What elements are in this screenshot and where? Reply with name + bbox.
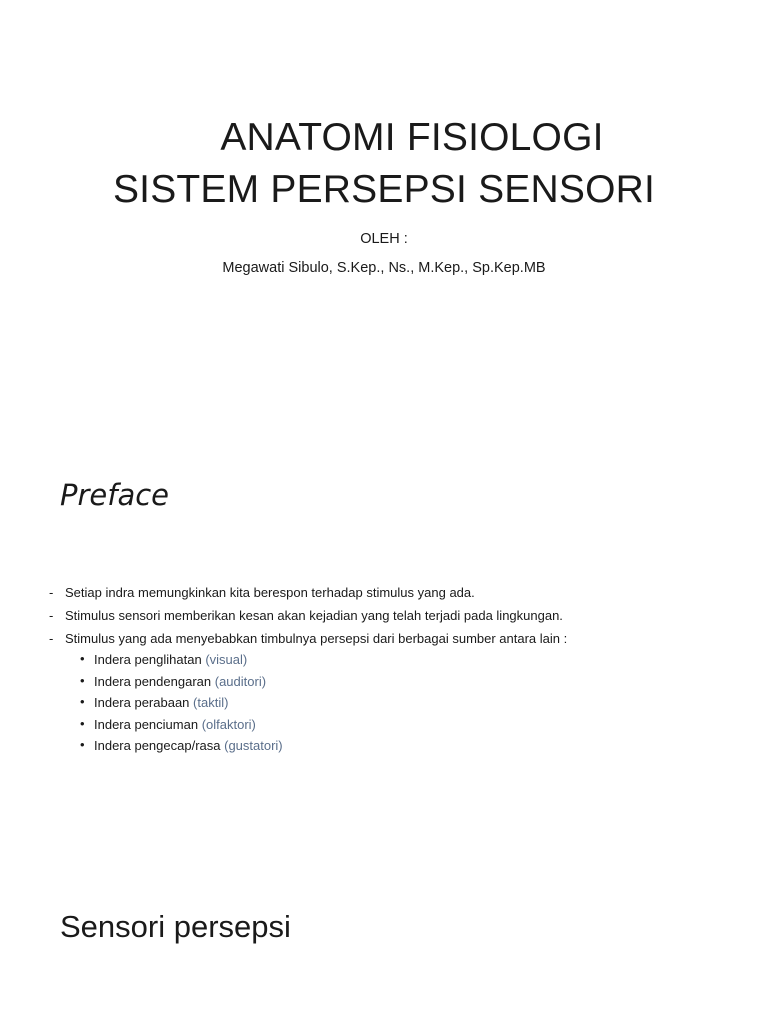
sense-item bbox=[78, 715, 567, 740]
preface-point-text: Stimulus sensori memberikan kesan akan kejadian yang telah terjadi pada lingkungan. bbox=[65, 608, 563, 623]
dash-bullet-icon: - bbox=[49, 608, 54, 623]
sense-term: Indera pendengaran bbox=[94, 673, 212, 689]
sense-item bbox=[78, 696, 567, 718]
sense-item bbox=[78, 672, 567, 697]
author-name: Megawati Sibulo, S.Kep., Ns., M.Kep., Sp.Kep.MB bbox=[222, 260, 546, 276]
preface-heading: Preface bbox=[60, 478, 170, 512]
sense-item bbox=[78, 739, 567, 761]
sensori-persepsi-slide bbox=[0, 864, 768, 1024]
dash-bullet-icon: - bbox=[49, 585, 54, 600]
sense-category: (visual) bbox=[205, 652, 248, 667]
sense-term: Indera penglihatan bbox=[94, 652, 202, 667]
senses-list bbox=[49, 653, 567, 761]
sense-category: (olfaktori) bbox=[201, 716, 256, 732]
preface-point bbox=[49, 586, 567, 609]
preface-slide bbox=[0, 432, 768, 864]
title-slide bbox=[0, 0, 768, 432]
preface-point bbox=[49, 609, 567, 632]
dot-bullet-icon: • bbox=[80, 651, 85, 666]
sense-term: Indera pengecap/rasa bbox=[94, 738, 221, 753]
sense-item bbox=[78, 653, 567, 675]
byline-label: OLEH : bbox=[360, 231, 408, 247]
preface-point bbox=[49, 632, 567, 761]
sense-term: Indera perabaan bbox=[94, 695, 190, 710]
dot-bullet-icon: • bbox=[80, 715, 85, 731]
sense-category: (taktil) bbox=[193, 695, 229, 710]
sense-category: (auditori) bbox=[214, 673, 267, 689]
dash-bullet-icon: - bbox=[49, 631, 54, 646]
dot-bullet-icon: • bbox=[80, 694, 85, 709]
preface-point-text: Stimulus yang ada menyebabkan timbulnya persepsi dari berbagai sumber antara lain : bbox=[65, 631, 568, 646]
slide-title-line-2: SISTEM PERSEPSI SENSORI bbox=[112, 168, 656, 211]
sense-category: (gustatori) bbox=[224, 738, 283, 753]
dot-bullet-icon: • bbox=[80, 737, 85, 752]
preface-point-text: Setiap indra memungkinkan kita berespon terhadap stimulus yang ada. bbox=[65, 585, 475, 600]
sensori-persepsi-heading: Sensori persepsi bbox=[60, 909, 291, 944]
preface-points bbox=[49, 586, 567, 761]
sense-term: Indera penciuman bbox=[94, 716, 199, 732]
dot-bullet-icon: • bbox=[80, 672, 85, 688]
slide-title-line-1: ANATOMI FISIOLOGI bbox=[220, 116, 604, 159]
